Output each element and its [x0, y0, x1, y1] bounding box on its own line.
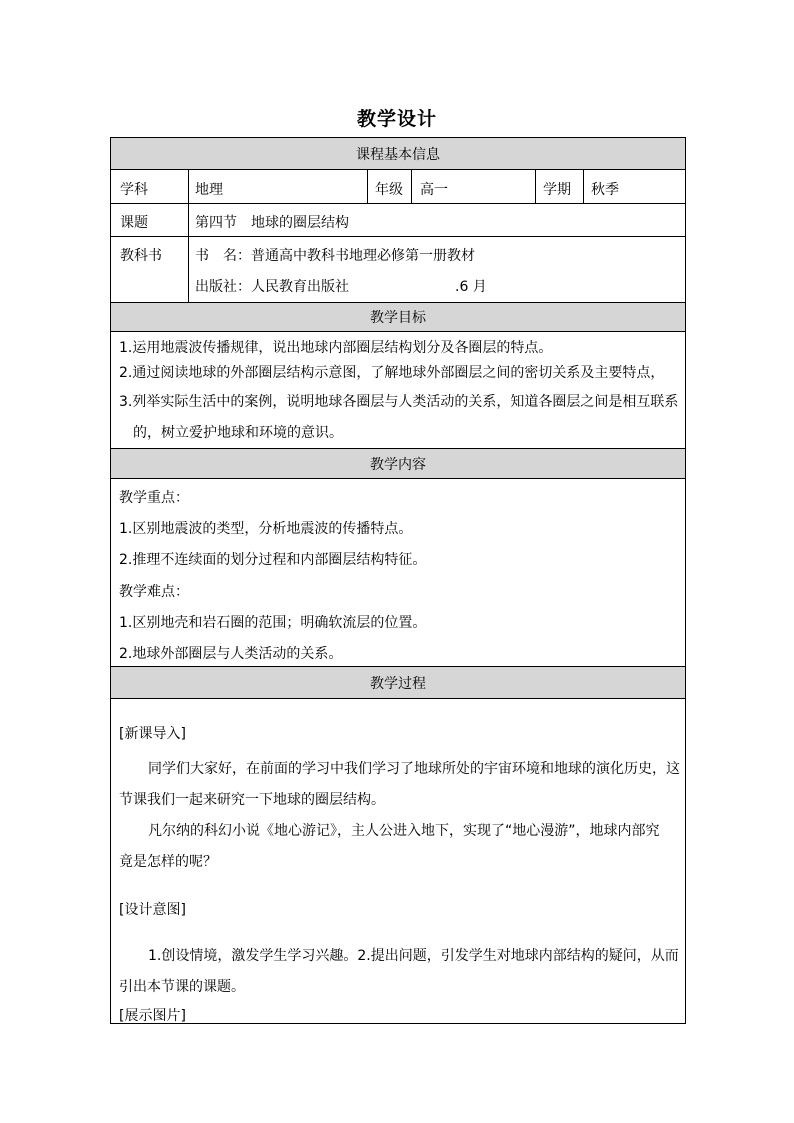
subject-label: 学科 — [120, 182, 148, 198]
intro-paragraph-1-cont: 节课我们一起来研究一下地球的圈层结构。 — [119, 792, 385, 808]
topic-value: 第四节 地球的圈层结构 — [195, 215, 349, 231]
key-points-label: 教学重点： — [119, 490, 189, 506]
row-divider — [111, 203, 685, 204]
show-images-label: [展示图片] — [119, 1008, 186, 1024]
subject-value: 地理 — [195, 182, 223, 198]
grade-label: 年级 — [375, 182, 403, 198]
column-divider — [583, 170, 584, 203]
objective-item: 1.运用地震波传播规律，说出地球内部圈层结构划分及各圈层的特点。 — [119, 340, 553, 356]
term-label: 学期 — [543, 182, 571, 198]
term-value: 秋季 — [591, 182, 619, 198]
topic-label: 课题 — [120, 215, 148, 231]
key-point-item: 1.区别地震波的类型，分析地震波的传播特点。 — [119, 521, 413, 537]
objective-item: 3.列举实际生活中的案例，说明地球各圈层与人类活动的关系，知道各圈层之间是相互联系 — [119, 394, 679, 410]
difficult-points-label: 教学难点： — [119, 584, 189, 600]
lesson-design-table — [110, 137, 686, 1024]
intro-paragraph-2: 凡尔纳的科幻小说《地心游记》，主人公进入地下，实现了“地心漫游”，地球内部究 — [148, 823, 660, 839]
page-title: 教学设计 — [356, 108, 437, 130]
design-intent-label: [设计意图] — [119, 902, 186, 918]
textbook-publisher: 出版社：人民教育出版社 — [195, 279, 349, 295]
row-divider — [111, 236, 685, 237]
objective-item-continued: 的，树立爱护地球和环境的意识。 — [133, 425, 343, 441]
difficult-point-item: 2.地球外部圈层与人类活动的关系。 — [119, 646, 343, 662]
column-divider — [411, 170, 412, 203]
section-header-content: 教学内容 — [111, 448, 685, 479]
textbook-label: 教科书 — [120, 248, 162, 264]
intro-paragraph-2-cont: 竟是怎样的呢？ — [119, 854, 217, 870]
grade-value: 高一 — [420, 182, 448, 198]
textbook-name: 书 名：普通高中教科书地理必修第一册教材 — [195, 248, 475, 264]
section-header-basic-info: 课程基本信息 — [111, 138, 685, 170]
intro-label: [新课导入] — [119, 726, 186, 742]
design-intent-text: 1.创设情境，激发学生学习兴趣。2.提出问题，引发学生对地球内部结构的疑问，从而 — [148, 948, 679, 964]
section-header-objectives: 教学目标 — [111, 302, 685, 332]
column-divider — [367, 170, 368, 203]
design-intent-text-cont: 引出本节课的课题。 — [119, 979, 245, 995]
key-point-item: 2.推理不连续面的划分过程和内部圈层结构特征。 — [119, 552, 427, 568]
textbook-date: .6 月 — [455, 279, 487, 295]
section-header-process: 教学过程 — [111, 666, 685, 699]
intro-paragraph-1: 同学们大家好，在前面的学习中我们学习了地球所处的宇宙环境和地球的演化历史，这 — [148, 761, 680, 777]
difficult-point-item: 1.区别地壳和岩石圈的范围；明确软流层的位置。 — [119, 615, 427, 631]
column-divider — [535, 170, 536, 203]
objective-item: 2.通过阅读地球的外部圈层结构示意图，了解地球外部圈层之间的密切关系及主要特点， — [119, 365, 665, 381]
